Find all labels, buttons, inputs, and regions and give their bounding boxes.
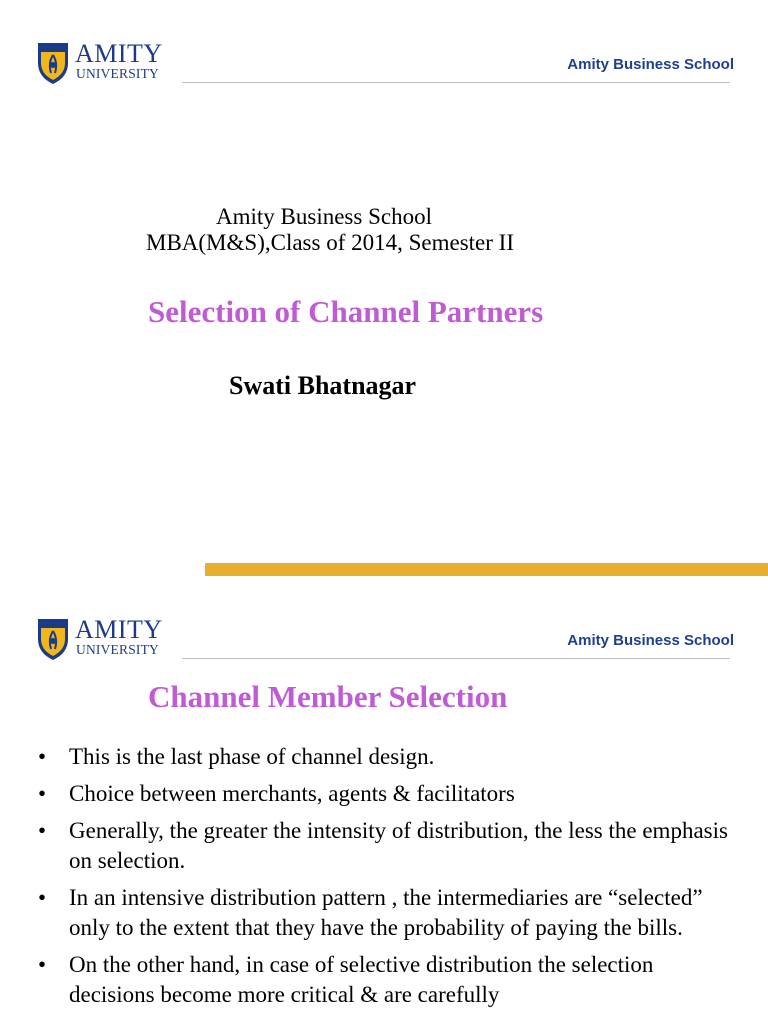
slide-content: [0, 576, 768, 1024]
bullet-text: Generally, the greater the intensity of distribution, the less the emphasis on selection.: [69, 818, 728, 873]
logo-word-amity: AMITY: [75, 39, 163, 68]
subtitle-program: MBA(M&S),Class of 2014, Semester II: [146, 230, 514, 255]
bullet-item: [36, 742, 736, 772]
bullet-text: Choice between merchants, agents & facilitators: [69, 781, 515, 806]
author-name: Swati Bhatnagar: [229, 371, 417, 400]
bullet-marker: •: [38, 818, 47, 843]
bullet-marker: •: [38, 781, 47, 806]
logo-word-university: UNIVERSITY: [76, 642, 159, 657]
bullet-text: In an intensive distribution pattern , the intermediaries are “selected” only to the extent that they have the probability of paying the bills.: [69, 885, 703, 940]
accent-bar: [205, 563, 768, 576]
amity-crest-icon: [36, 41, 70, 85]
header-school-name: Amity Business School: [567, 632, 734, 649]
amity-logo: [36, 41, 171, 85]
bullet-marker: •: [38, 885, 47, 910]
amity-logo: [36, 617, 171, 661]
bullet-marker: •: [38, 952, 47, 977]
bullet-item: [36, 950, 736, 1010]
bullet-item: [36, 883, 736, 943]
logo-word-amity: AMITY: [75, 615, 163, 644]
subtitle-school: Amity Business School: [216, 204, 432, 229]
bullet-list: [36, 742, 736, 1017]
amity-crest-icon: [36, 617, 70, 661]
bullet-item: [36, 816, 736, 876]
bullet-text: This is the last phase of channel design.: [69, 744, 435, 769]
slide-title-heading: Selection of Channel Partners: [148, 294, 544, 329]
bullet-item: [36, 779, 736, 809]
bullet-marker: •: [38, 744, 47, 769]
logo-word-university: UNIVERSITY: [76, 66, 159, 81]
slide-heading: Channel Member Selection: [148, 679, 508, 714]
header-school-name: Amity Business School: [567, 56, 734, 73]
bullet-text: On the other hand, in case of selective distribution the selection decisions become more critical & are carefully: [69, 952, 654, 1007]
header-divider: [182, 82, 730, 83]
header-divider: [182, 658, 730, 659]
